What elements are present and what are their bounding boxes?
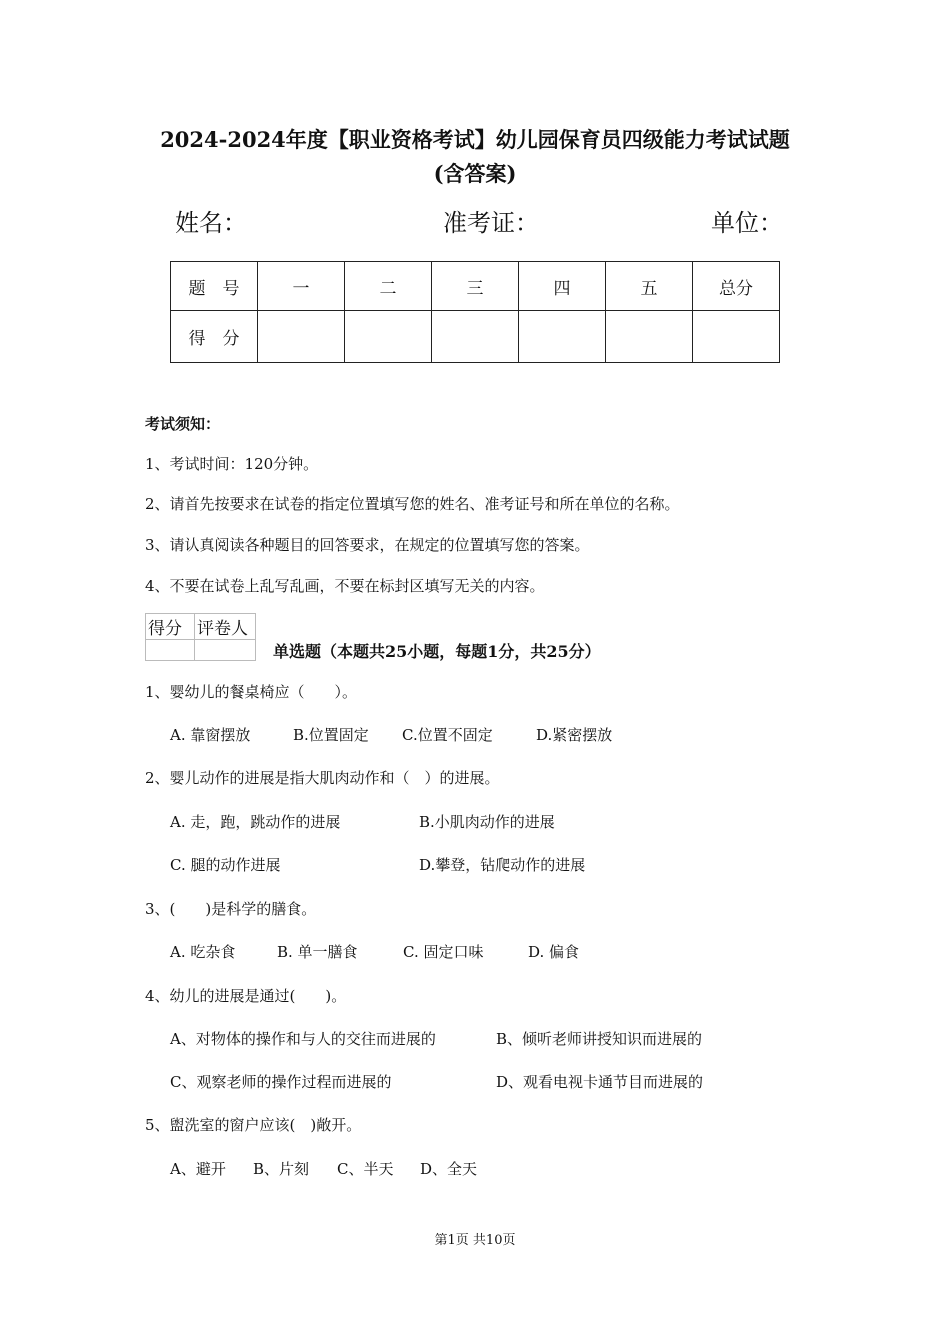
question-option[interactable]: C、半天: [337, 1160, 394, 1178]
score-table-cell: 总分: [693, 262, 780, 311]
question-option[interactable]: B. 单一膳食: [277, 943, 358, 961]
question-option[interactable]: B、倾听老师讲授知识而进展的: [496, 1030, 703, 1048]
score-input-cell[interactable]: [606, 311, 693, 363]
question-stem: 1、婴幼儿的餐桌椅应（ ）。: [145, 683, 358, 701]
question-option[interactable]: A. 走，跑，跳动作的进展: [170, 813, 341, 831]
score-table: [170, 261, 780, 363]
page-subtitle: (含答案): [433, 161, 517, 186]
name-field-label: 姓名：: [175, 209, 247, 237]
notice-item: 3、请认真阅读各种题目的回答要求，在规定的位置填写您的答案。: [145, 536, 590, 554]
question-option[interactable]: A. 吃杂食: [170, 943, 236, 961]
section-title: 单选题（本题共25小题，每题1分，共25分）: [273, 642, 601, 661]
grader-box-grader-cell[interactable]: [195, 640, 256, 661]
page-title: 2024-2024年度【职业资格考试】幼儿园保育员四级能力考试试题: [160, 127, 790, 152]
question-option[interactable]: B、片刻: [253, 1160, 310, 1178]
question-stem: 4、幼儿的进展是通过( )。: [145, 987, 347, 1005]
score-table-header-row: [171, 262, 780, 311]
page-footer: 第1页 共10页: [434, 1233, 516, 1248]
score-input-cell[interactable]: [693, 311, 780, 363]
score-input-cell[interactable]: [432, 311, 519, 363]
score-table-cell: 四: [519, 262, 606, 311]
notice-item: 1、考试时间：120分钟。: [145, 455, 319, 473]
exam-id-field-label: 准考证：: [443, 209, 539, 237]
score-table-cell: 得 分: [171, 311, 258, 363]
notice-item: 2、请首先按要求在试卷的指定位置填写您的姓名、准考证号和所在单位的名称。: [145, 495, 680, 513]
question-option[interactable]: D、观看电视卡通节目而进展的: [496, 1073, 704, 1091]
score-input-cell[interactable]: [258, 311, 345, 363]
score-table-cell: 五: [606, 262, 693, 311]
question-stem: 2、婴儿动作的进展是指大肌肉动作和（ ）的进展。: [145, 769, 500, 787]
score-input-cell[interactable]: [345, 311, 432, 363]
question-option[interactable]: C、观察老师的操作过程而进展的: [170, 1073, 392, 1091]
question-option[interactable]: D. 偏食: [528, 943, 580, 961]
score-table-cell: 二: [345, 262, 432, 311]
score-table-cell: 一: [258, 262, 345, 311]
question-option[interactable]: C. 腿的动作进展: [170, 856, 281, 874]
grader-box-score-label: 得分: [146, 614, 195, 640]
question-option[interactable]: D.紧密摆放: [536, 726, 613, 744]
question-option[interactable]: C.位置不固定: [402, 726, 493, 744]
question-option[interactable]: A. 靠窗摆放: [170, 726, 251, 744]
score-table-cell: 题 号: [171, 262, 258, 311]
question-option[interactable]: C. 固定口味: [403, 943, 484, 961]
grader-box-score-cell[interactable]: [146, 640, 195, 661]
unit-field-label: 单位：: [711, 209, 783, 237]
question-option[interactable]: D.攀登，钻爬动作的进展: [419, 856, 586, 874]
question-option[interactable]: D、全天: [420, 1160, 478, 1178]
notice-title: 考试须知：: [145, 415, 221, 433]
score-table-cell: 三: [432, 262, 519, 311]
question-option[interactable]: A、避开: [170, 1160, 226, 1178]
score-input-cell[interactable]: [519, 311, 606, 363]
grader-box-grader-label: 评卷人: [195, 614, 256, 640]
question-option[interactable]: B.位置固定: [293, 726, 369, 744]
notice-item: 4、不要在试卷上乱写乱画，不要在标封区填写无关的内容。: [145, 577, 545, 595]
question-option[interactable]: A、对物体的操作和与人的交往而进展的: [170, 1030, 436, 1048]
score-table-score-row: [171, 311, 780, 363]
grader-box: [145, 613, 256, 661]
question-option[interactable]: B.小肌肉动作的进展: [419, 813, 555, 831]
question-stem: 3、( )是科学的膳食。: [145, 900, 317, 918]
question-stem: 5、盥洗室的窗户应该( )敞开。: [145, 1116, 362, 1134]
